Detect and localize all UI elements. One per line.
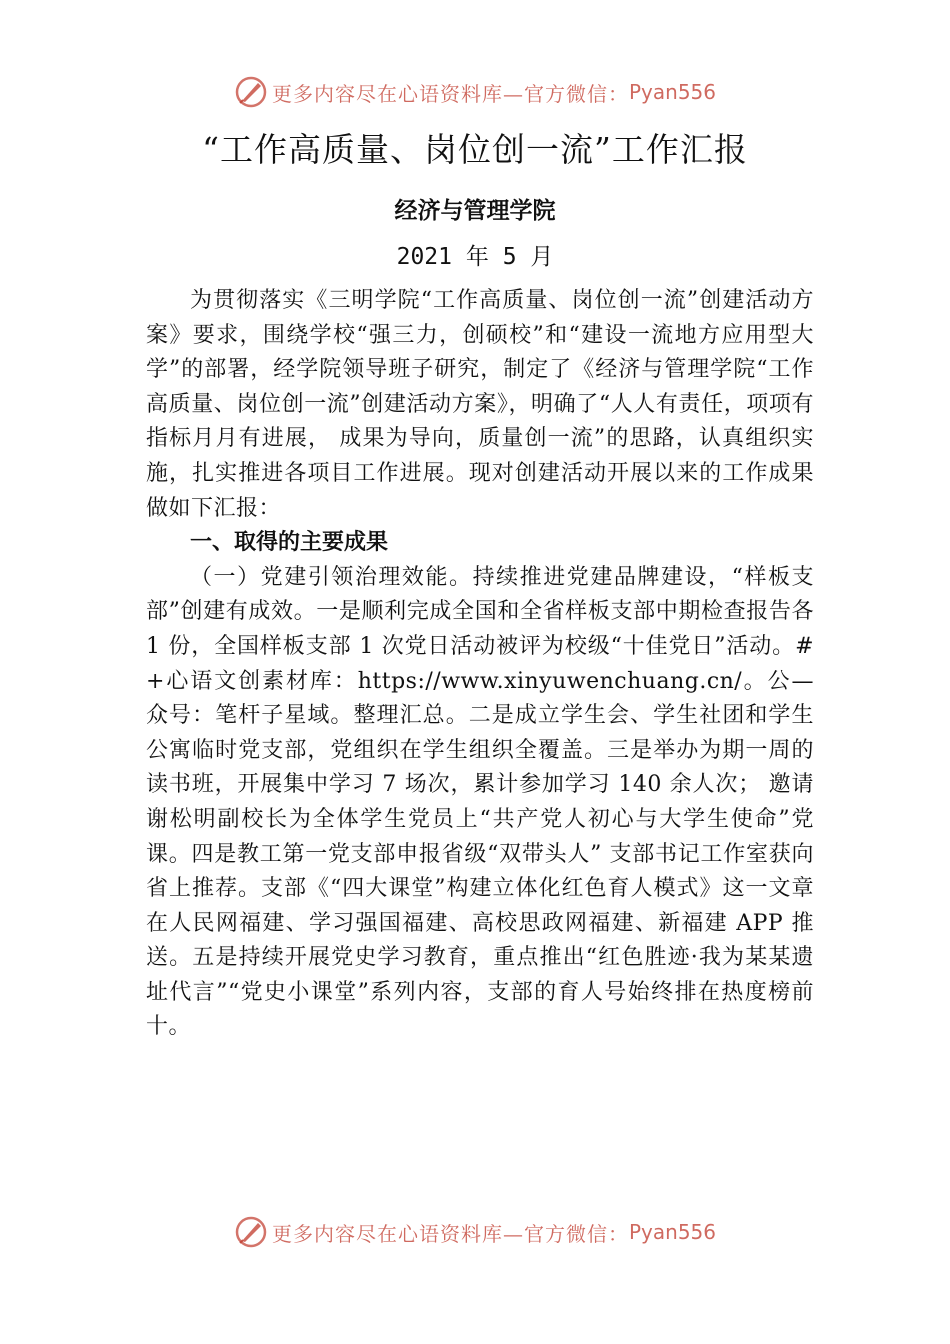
watermark-banner-top — [0, 72, 950, 112]
document-title: “工作高质量、岗位创一流”工作汇报 — [202, 130, 748, 169]
watermark-id: Pyan556 — [628, 1220, 716, 1244]
watermark-text: 更多内容尽在心语资料库—官方微信： — [271, 1221, 629, 1246]
quill-logo-icon — [234, 75, 268, 109]
watermark-text: 更多内容尽在心语资料库—官方微信： — [271, 81, 629, 106]
body-paragraph: （一）党建引领治理效能。持续推进党建品牌建设，“样板支部”创建有成效。一是顺利完成全国和全省样板支部中期检查报告各 1 份，全国样板支部 1 次党日活动被评为校级“十佳党日”活动。#+心语文创素材库：https://www.xinyuwenchuang.cn/。公—众号：笔杆子星域。整理汇总。二是成立学生会、学生社团和学生公寓临时党支部，党组织在学生组织全覆盖。三是举办为期一周的读书班，开展集中学习 7 场次，累计参加学习 140 余人次； 邀请谢松明副校长为全体学生党员上“共产党人初心与大学生使命”党课。四是教工第一党支部申报省级“双带头人” 支部书记工作室获向省上推荐。支部《“四大课堂”构建立体化红色育人模式》这一文章在人民网福建、学习强国福建、高校思政网福建、新福建 APP 推送。五是持续开展党史学习教育，重点推出“红色胜迹·我为某某遗址代言”“党史小课堂”系列内容，支部的育人号始终排在热度榜前十。 — [146, 564, 814, 1040]
document-subtitle: 经济与管理学院 — [394, 198, 556, 224]
document-body — [146, 284, 814, 1045]
document-date: 2021 年 5 月 — [396, 244, 554, 270]
watermark-id: Pyan556 — [628, 80, 716, 104]
quill-logo-icon — [234, 1215, 268, 1249]
intro-paragraph: 为贯彻落实《三明学院“工作高质量、岗位创一流”创建活动方案》要求，围绕学校“强三力，创硕校”和“建设一流地方应用型大学”的部署，经学院领导班子研究，制定了《经济与管理学院“工作高质量、岗位创一流”创建活动方案》，明确了“人人有责任，项项有指标月月有进展， 成果为导向，质量创一流”的思路，认真组织实施，扎实推进各项目工作进展。现对创建活动开展以来的工作成果做如下汇报： — [146, 288, 814, 521]
section-heading: 一、取得的主要成果 — [190, 530, 389, 556]
watermark-banner-bottom — [0, 1212, 950, 1252]
